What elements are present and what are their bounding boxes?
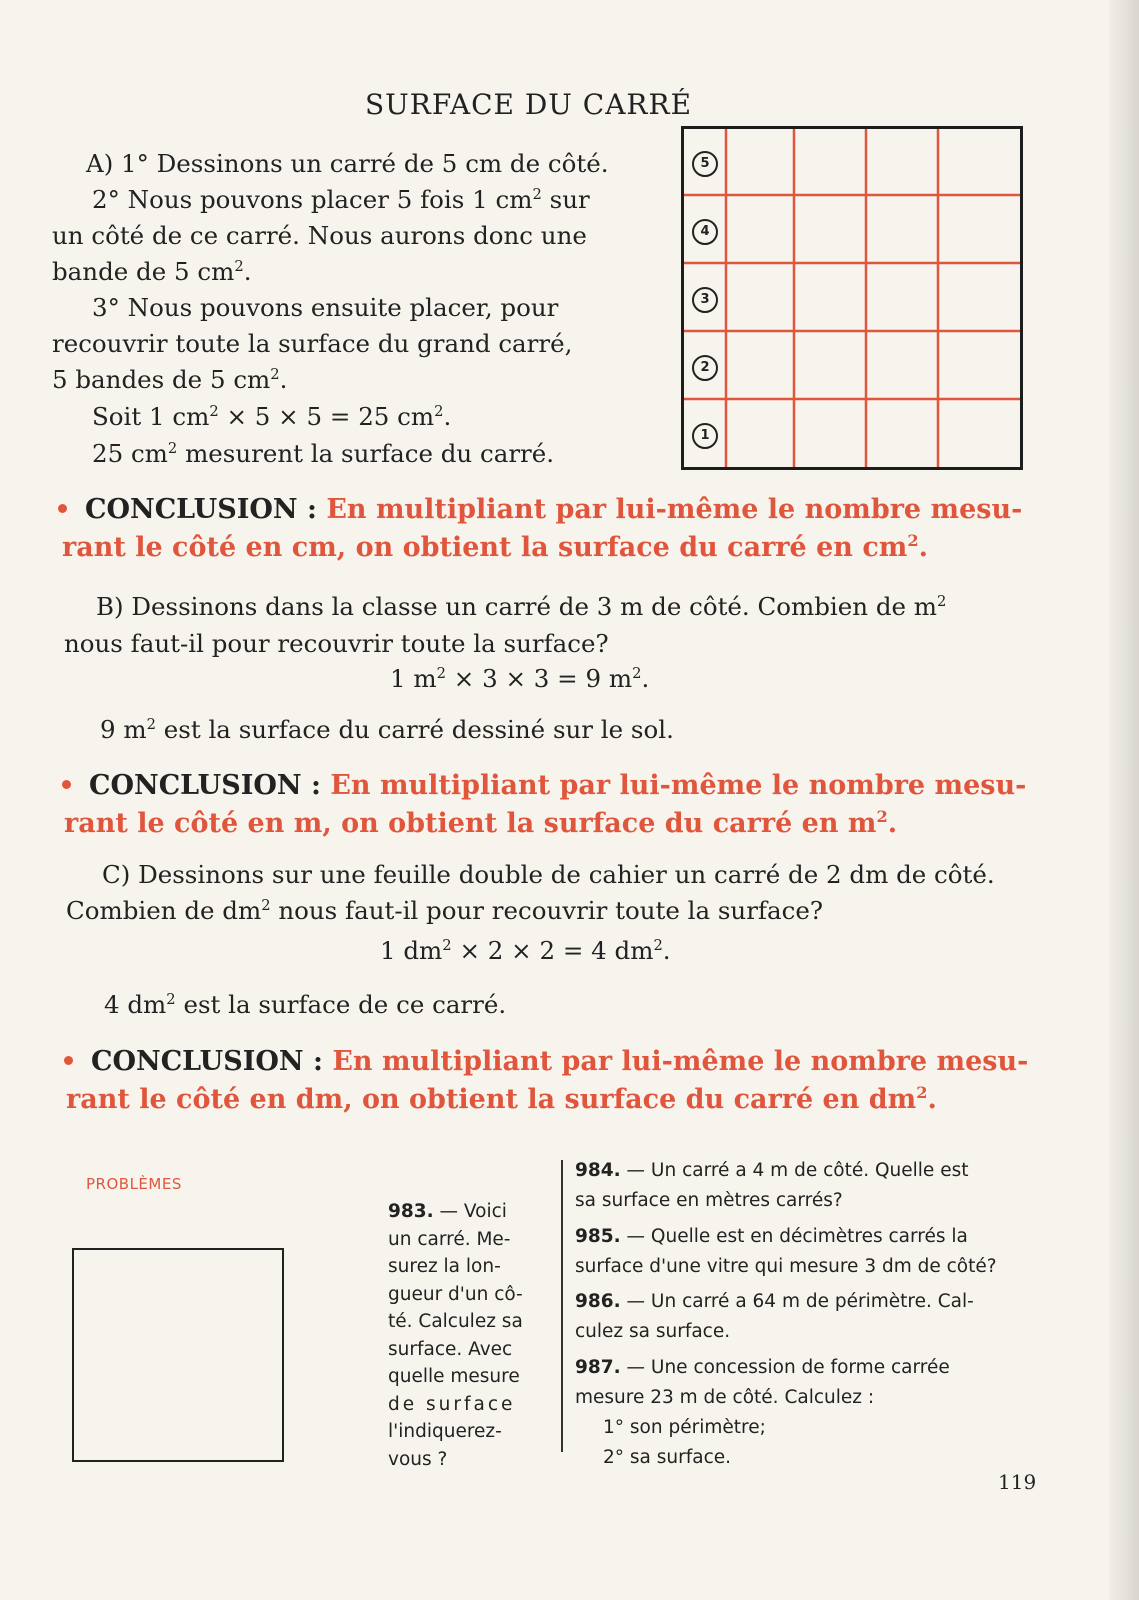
section-a-line-8: Soit 1 $cm^2 \times 5 \times 5 = 25$ $cm^2$. — [92, 402, 452, 431]
section-c-line-2: Combien de $dm^2$ nous faut-il pour recouvrir toute la surface? — [66, 896, 823, 925]
conclusion-b-line-1: CONCLUSION : En multipliant par lui-même le nombre mesu- — [62, 768, 1026, 804]
row-label-5: 5 — [692, 151, 718, 177]
bullet-icon — [58, 504, 67, 513]
section-b-line-1: B) Dessinons dans la classe un carré de 3 m de côté. Combien de $m^2$ — [96, 592, 947, 621]
conclusion-a-line-2: rant le côté en cm, on obtient la surface du carré en $cm^2$. — [62, 531, 929, 563]
section-b-line-2: nous faut-il pour recouvrir toute la surface? — [64, 629, 609, 658]
problem-983: 983. — Voici un carré. Me- surez la lon- gueur d'un cô- té. Calculez sa surface. Avec quelle mesure de surface l'indiquerez- vous ? — [388, 1201, 523, 1470]
page-title: SURFACE DU CARRÉ — [365, 88, 693, 121]
section-a-line-5: 3° Nous pouvons ensuite placer, pour — [92, 293, 559, 322]
page-number: 119 — [998, 1470, 1037, 1494]
section-c-equation: 1 $dm^2 \times 2 \times 2 = 4$ $dm^2$. — [380, 936, 671, 965]
section-b-line-4: 9 $m^2$ est la surface du carré dessiné sur le sol. — [100, 715, 674, 744]
problem-986: 986. — Un carré a 64 m de périmètre. Cal- culez sa surface. — [575, 1291, 974, 1342]
conclusion-c-line-1: CONCLUSION : En multipliant par lui-même le nombre mesu- — [64, 1044, 1028, 1080]
conclusion-a-line-1: CONCLUSION : En multipliant par lui-même le nombre mesu- — [58, 492, 1022, 528]
row-label-3: 3 — [692, 287, 718, 313]
empty-square-figure — [72, 1248, 284, 1462]
section-c-line-1: C) Dessinons sur une feuille double de cahier un carré de 2 dm de côté. — [102, 860, 995, 889]
section-a-line-1: A) 1° Dessinons un carré de 5 cm de côté. — [86, 149, 609, 178]
problems-heading: PROBLÈMES — [86, 1175, 182, 1193]
grid-lines — [684, 129, 1020, 467]
problem-985: 985. — Quelle est en décimètres carrés la surface d'une vitre qui mesure 3 dm de côté? — [575, 1226, 997, 1277]
section-a-line-7: 5 bandes de 5 $cm^2$. — [52, 365, 288, 394]
page-edge — [1109, 0, 1139, 1600]
bullet-icon — [62, 780, 71, 789]
bullet-icon — [64, 1056, 73, 1065]
section-a-line-4: bande de 5 $cm^2$. — [52, 257, 252, 286]
row-label-2: 2 — [692, 355, 718, 381]
column-divider — [561, 1160, 563, 1452]
section-c-line-4: 4 $dm^2$ est la surface de ce carré. — [104, 990, 507, 1019]
conclusion-b-line-2: rant le côté en m, on obtient la surface du carré en $m^2$. — [64, 807, 898, 839]
section-a-line-9: 25 $cm^2$ mesurent la surface du carré. — [92, 439, 555, 468]
problem-984: 984. — Un carré a 4 m de côté. Quelle est sa surface en mètres carrés? — [575, 1160, 969, 1211]
square-grid-figure — [681, 126, 1023, 470]
row-label-1: 1 — [692, 423, 718, 449]
section-a-line-2: 2° Nous pouvons placer 5 fois 1 $cm^2$ sur — [92, 185, 590, 214]
section-a-line-3: un côté de ce carré. Nous aurons donc une — [52, 221, 587, 250]
conclusion-c-line-2: rant le côté en dm, on obtient la surface du carré en $dm^2$. — [66, 1083, 937, 1115]
section-a-line-6: recouvrir toute la surface du grand carré, — [52, 329, 573, 358]
section-b-equation: 1 $m^2 \times 3 \times 3 = 9$ $m^2$. — [390, 664, 650, 693]
row-label-4: 4 — [692, 219, 718, 245]
problem-987: 987. — Une concession de forme carrée mesure 23 m de côté. Calculez : 1° son périmètre; 2° sa surface. — [575, 1357, 950, 1468]
